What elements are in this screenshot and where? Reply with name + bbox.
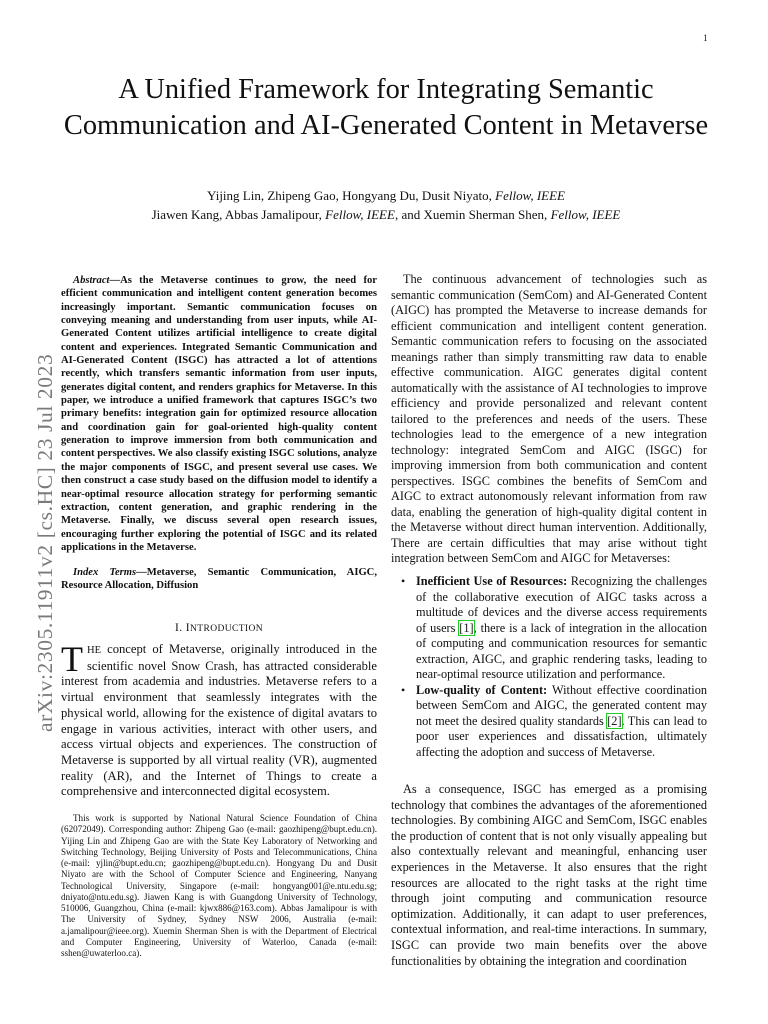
introduction-paragraph	[61, 639, 377, 800]
drop-cap: T	[61, 639, 83, 679]
page-number: 1	[703, 33, 708, 43]
paragraph-text: As a consequence, ISGC has emerged as a promising technology that combines the advantages of the aforementioned technologies. By combining AIGC and SemCom, ISGC enables the production of content that is not only visually appealing but also contextually relevant and meaningful, enhancing user experiences in the Metaverse. It also ensures that the right resources are allocated to the right tasks at the right time through joint computing and communication resource optimization. Additionally, it can adapt to user preferences, contextual information, and real-time interactions. In summary, ISGC can provide two main benefits over the above functionalities by obtaining the integration and coordination	[391, 782, 707, 968]
list-item	[391, 574, 707, 683]
arxiv-stamp: arXiv:2305.11911v2 [cs.HC] 23 Jul 2023	[33, 353, 57, 732]
author-role-1: Fellow, IEEE	[495, 188, 565, 203]
section-numeral: I.	[174, 622, 186, 634]
paper-title: A Unified Framework for Integrating Semantic Communication and AI-Generated Content in Metaverse	[63, 74, 709, 141]
paragraph-text: The continuous advancement of technologies such as semantic communication (SemCom) and AI-Generated Content (AIGC) has prompted the Metaverse to increase demands for efficient communication and intelligent content generation. Semantic communication refers to focusing on the associated meanings rather than simply transmitting raw data to enable effective communication. AIGC generates digital content automatically with the assistance of AI technologies to improve efficiency and provide personalized and relevant content tailored to the preferences and needs of the users. These technologies lead to the emergence of a new integration technology: integrated SemCom and AIGC (ISGC) for improving immersion from both communication and content perspectives. ISGC combines the benefits of SemCom and AIGC to extract autonomously relevant information from raw data, enabling the generation of high-quality digital content in the Metaverse without direct human intervention. Additionally, There are certain difficulties that may arise without tight integration between SemCom and AIGC for Metaverses:	[391, 272, 707, 565]
author-names-1: Yijing Lin, Zhipeng Gao, Hongyang Du, Dusit Niyato,	[207, 188, 492, 203]
author-names-3: , and Xuemin Sherman Shen,	[394, 207, 548, 222]
author-footnote: This work is supported by National Natural Science Foundation of China (62072049). Corresponding author: Zhipeng Gao (e-mail: gaozhipeng@bupt.edu.cn). Yijing Lin and Zhipeng Gao are with the State Key Laboratory of Networking and Switching Technology, Beijing University of Posts and Telecommunications, China (e-mail: yjlin@bupt.edu.cn; gaozhipeng@bupt.edu.cn). Hongyang Du and Dusit Niyato are with the School of Computer Science and Engineering, Nanyang Technological University, Singapore (e-mail: hongyang001@e.ntu.edu.sg; dniyato@ntu.edu.sg). Jiawen Kang is with Guangdong University of Technology, 510006, Guangzhou, China (e-mail: kjwx886@163.com). Abbas Jamalipour is with The University of Sydney, Sydney NSW 2006, Australia (e-mail: a.jamalipour@ieee.org). Xuemin Sherman Shen is with the Department of Electrical and Computer Engineering, University of Waterloo, Canada (e-mail: sshen@uwaterloo.ca).	[61, 813, 377, 958]
body-paragraph-2	[391, 782, 707, 969]
author-line-1	[60, 186, 712, 205]
bullet-text: Without effective coordination between SemCom and AIGC, the generated content may not meet the desired quality standards	[416, 682, 707, 728]
bullet-text-end: . This can lead to poor user experiences and dissatisfaction, ultimately affecting the adoption and success of Metaverse.	[416, 713, 708, 759]
bullet-dot: •	[401, 574, 406, 588]
author-list	[60, 186, 712, 224]
index-terms-label: Index Terms	[73, 567, 137, 578]
abstract-label: Abstract	[73, 275, 110, 286]
index-terms	[61, 566, 377, 593]
citation-link[interactable]: [1]	[459, 620, 474, 635]
abstract	[61, 274, 377, 554]
section-name-rest: NTRODUCTION	[190, 624, 264, 634]
section-heading-introduction	[61, 622, 377, 634]
author-role-3: Fellow, IEEE	[550, 207, 621, 222]
bullet-list	[391, 574, 707, 760]
author-names-2: Jiawen Kang, Abbas Jamalipour,	[151, 207, 322, 222]
list-item	[391, 683, 707, 761]
bullet-text-end: , there is a lack of integration in the allocation of computing and communication resources for semantic extraction, AIGC, and graphic rendering tasks, leading to near-optimal resource utilization and performance.	[416, 620, 707, 681]
bullet-heading: Low-quality of Content:	[416, 682, 548, 697]
section-name-first: I	[185, 622, 190, 634]
author-role-2: Fellow, IEEE	[325, 207, 395, 222]
intro-caps: HE	[87, 645, 101, 656]
citation-link[interactable]: [2]	[607, 713, 622, 728]
bullet-dot: •	[401, 682, 406, 697]
intro-text: concept of Metaverse, originally introduced in the scientific novel Snow Crash, has attracted considerable interest from academia and industries. Metaverse refers to a virtual environment that seamlessly integrates with the physical world, allowing for the existence of digital avatars to engage in various activities, interact with other users, and access virtual objects and experiences. The construction of Metaverse is supported by all virtual reality (VR), augmented reality (AR), and the Internet of Things to create a comprehensive and interconnected digital ecosystem.	[61, 642, 377, 799]
body-paragraph-1	[391, 272, 707, 567]
abstract-text: —As the Metaverse continues to grow, the need for efficient communication and intelligent content generation becomes increasingly important. Semantic communication focuses on conveying meaning and understanding from user inputs, while AI-Generated Content utilizes artificial intelligence to create digital content and experiences. Integrated Semantic Communication and AI-Generated Content (ISGC) has attracted a lot of attentions recently, which transfers semantic information from user inputs, generates digital content, and renders graphics for Metaverse. In this paper, we introduce a unified framework that captures ISGC’s two primary benefits: integration gain for optimized resource allocation and coordination gain for goal-oriented high-quality content generation to improve immersion from both communication and content perspectives. We also classify existing ISGC solutions, analyze the major components of ISGC, and present several use cases. We then construct a case study based on the diffusion model to identify a near-optimal resource allocation strategy for performing semantic extraction, content generation, and graphic rendering in the Metaverse. Finally, we discuss several open research issues, encouraging further exploring the potential of ISGC and its related applications in the Metaverse.	[61, 275, 377, 553]
index-terms-text: —Metaverse, Semantic Communication, AIGC, Resource Allocation, Diffusion	[61, 567, 377, 592]
bullet-text: Recognizing the challenges of the collaborative execution of AIGC tasks across a multitude of devices and the diverse access requirements of users	[416, 574, 707, 635]
bullet-heading: Inefficient Use of Resources:	[416, 574, 568, 588]
author-line-2	[60, 205, 712, 224]
